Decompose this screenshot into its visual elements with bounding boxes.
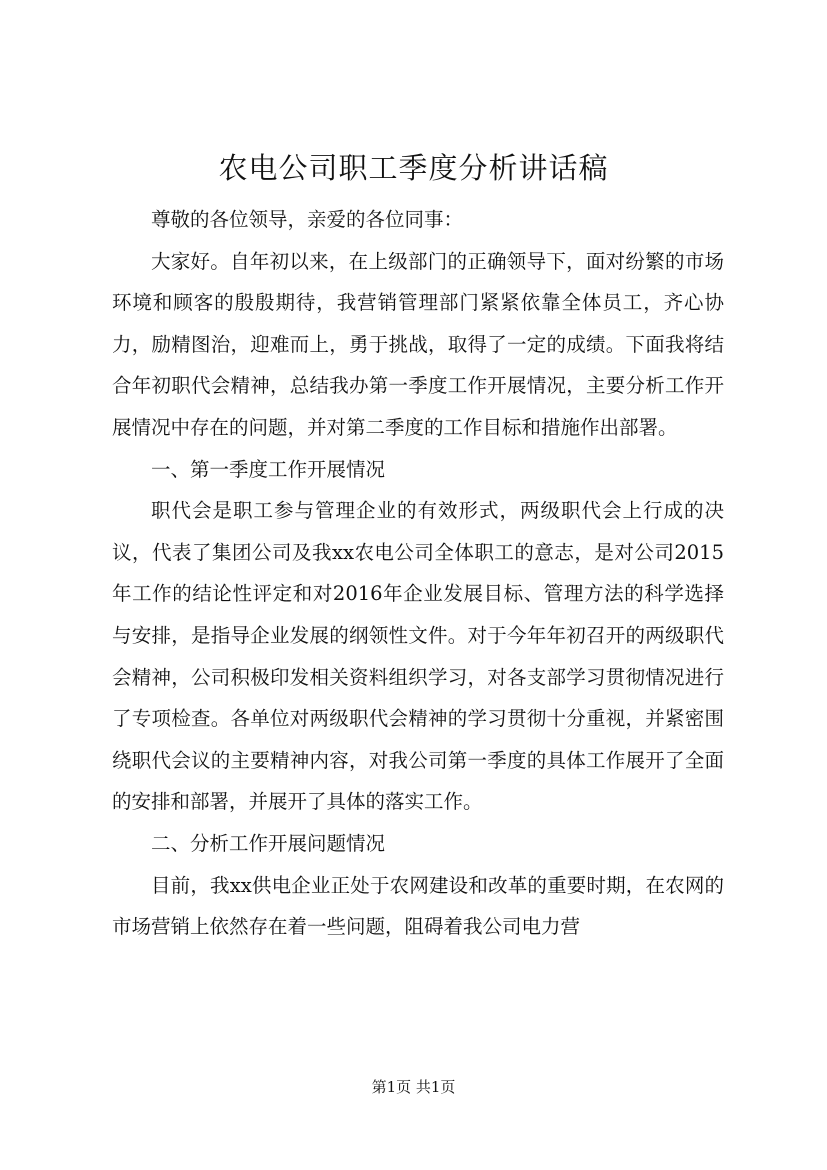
- salutation-paragraph: 尊敬的各位领导，亲爱的各位同事：: [151, 208, 464, 231]
- opening-paragraph: 大家好。自年初以来，在上级部门的正确领导下，面对纷繁的市场环境和顾客的殷殷期待，我营销管理部门紧紧依靠全体员工，齐心协力，励精图治，迎难而上，勇于挑战，取得了一定的成绩。下面我将结合年初职代会精神，总结我办第一季度工作开展情况，主要分析工作开展情况中存在的问题，并对第二季度的工作目标和措施作出部署。: [112, 249, 724, 439]
- section-1-paragraph: 职代会是职工参与管理企业的有效形式，两级职代会上行成的决议，代表了集团公司及我xx农电公司全体职工的意志，是对公司2015年工作的结论性评定和对2016年企业发展目标、管理方法的科学选择与安排，是指导企业发展的纲领性文件。对于今年年初召开的两级职代会精神，公司积极印发相关资料组织学习，对各支部学习贯彻情况进行了专项检查。各单位对两级职代会精神的学习贯彻十分重视，并紧密围绕职代会议的主要精神内容，对我公司第一季度的具体工作展开了全面的安排和部署，并展开了具体的落实工作。: [112, 499, 724, 814]
- page-footer: 第1页 共1页: [371, 1078, 456, 1096]
- section-heading-2: 二、分析工作开展问题情况: [151, 831, 386, 855]
- section-heading-1: 一、第一季度工作开展情况: [151, 457, 386, 481]
- document-title: 农电公司职工季度分析讲话稿: [218, 151, 609, 185]
- section-2-paragraph: 目前，我xx供电企业正处于农网建设和改革的重要时期，在农网的市场营销上依然存在着一些问题，阻碍着我公司电力营: [112, 873, 724, 939]
- document-body: [112, 199, 724, 948]
